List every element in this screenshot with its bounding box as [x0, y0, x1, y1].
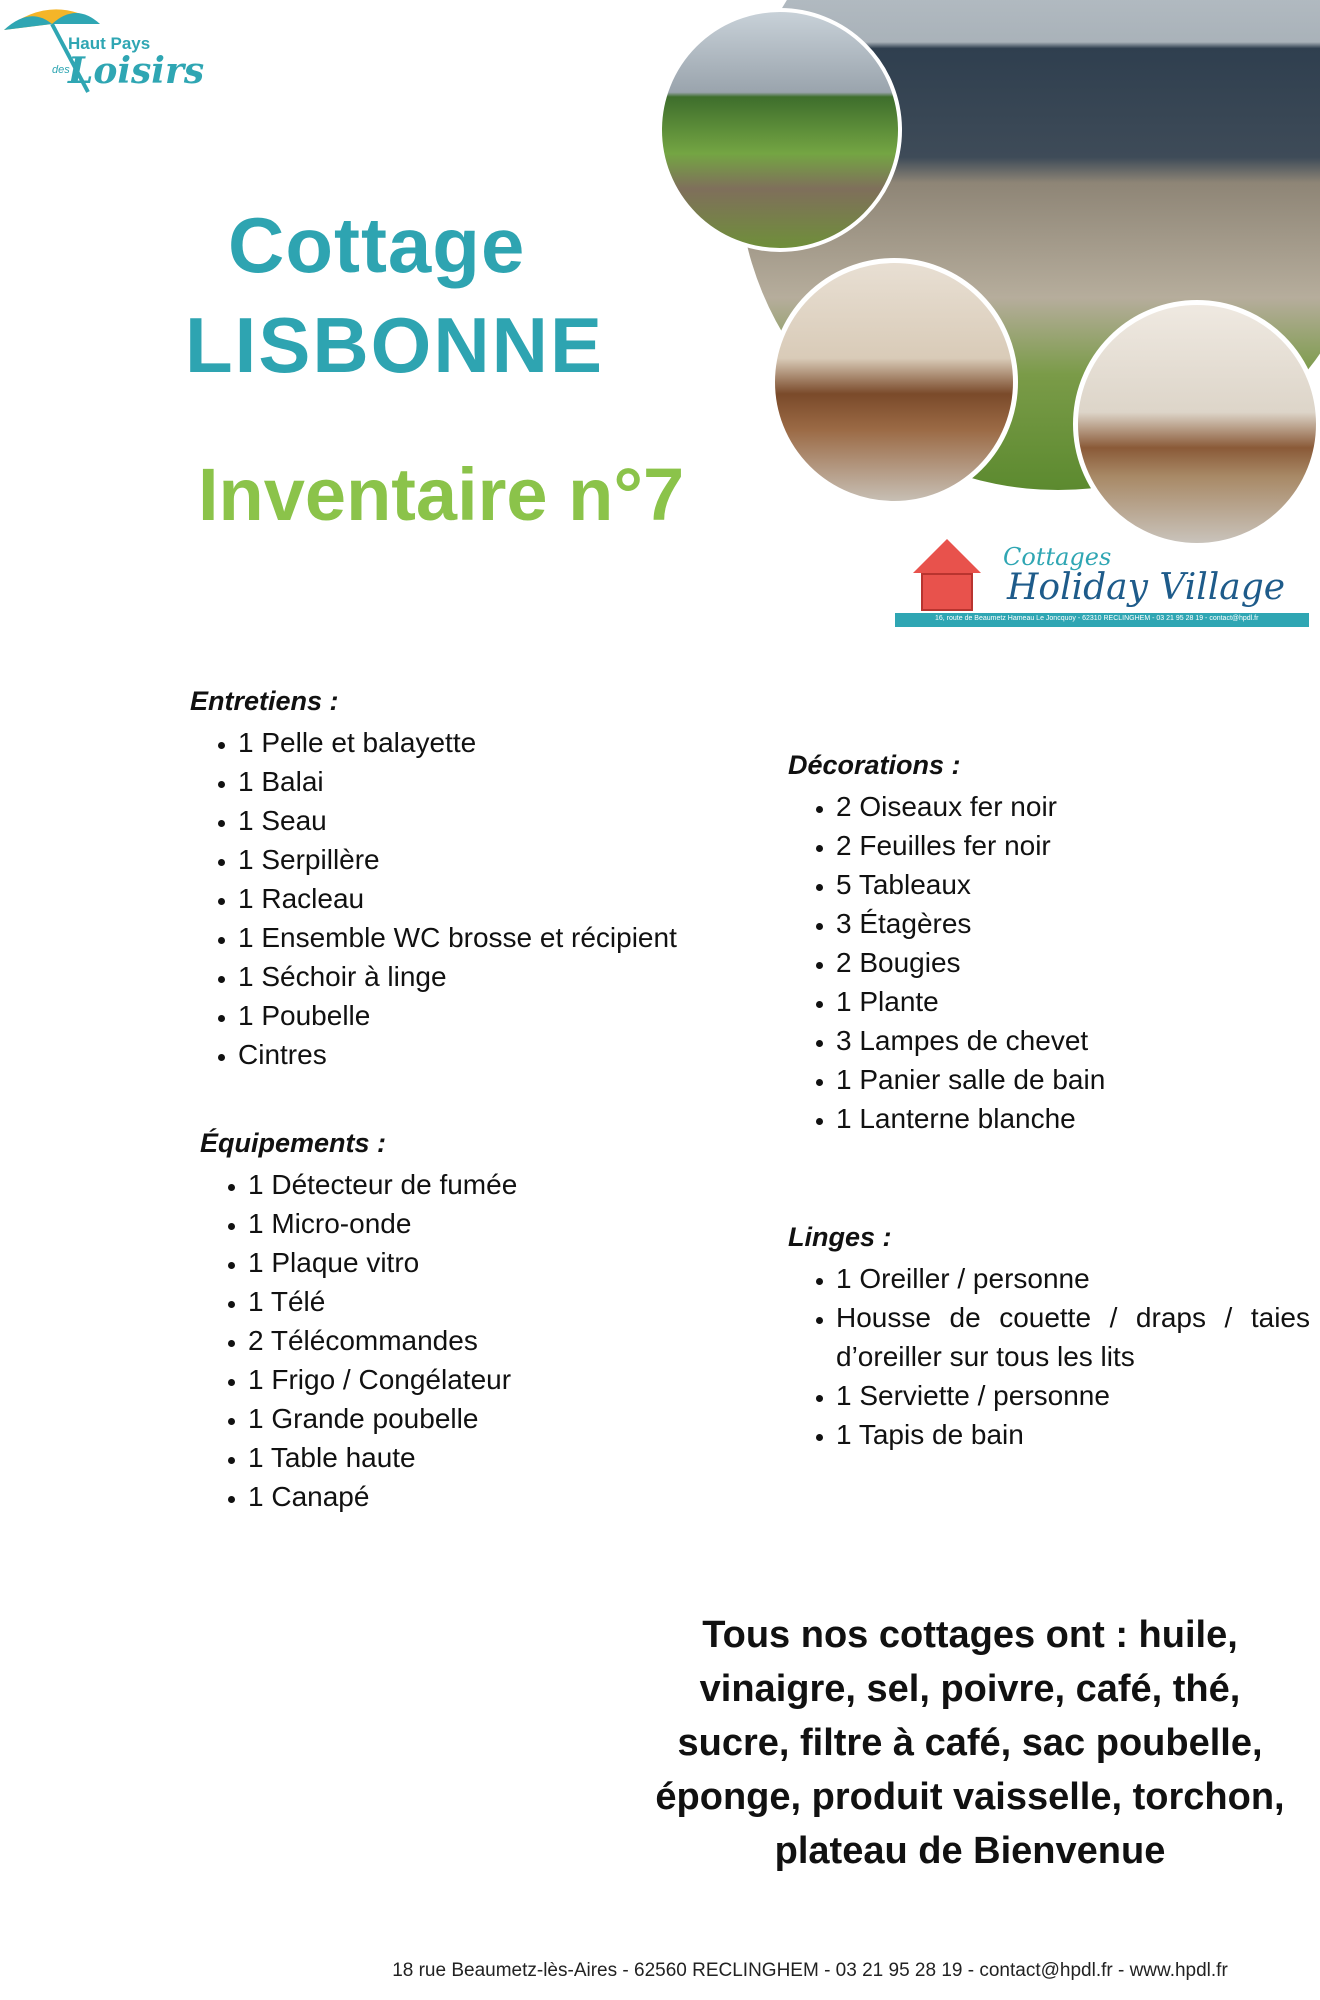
list-item: • 1 Frigo / Congélateur — [248, 1360, 760, 1399]
page-title-line1: Cottage — [228, 201, 526, 289]
holiday-logo-line2: Holiday Village — [1007, 567, 1286, 608]
linges-list — [788, 1259, 1310, 1454]
house-body-icon — [921, 573, 973, 611]
list-item: • 2 Oiseaux fer noir — [836, 787, 1318, 826]
decorations-heading: Décorations : — [788, 750, 961, 780]
list-item: • 1 Seau — [238, 801, 750, 840]
list-item: • 1 Séchoir à linge — [238, 957, 750, 996]
list-item: • 1 Canapé — [248, 1477, 760, 1516]
holiday-village-logo — [895, 535, 1315, 635]
list-item: • 2 Télécommandes — [248, 1321, 760, 1360]
equipements-list — [200, 1165, 760, 1516]
list-item: • 5 Tableaux — [836, 865, 1318, 904]
haut-pays-loisirs-logo — [0, 0, 205, 110]
page-title-line2: LISBONNE — [185, 301, 605, 389]
list-item: • 1 Racleau — [238, 879, 750, 918]
footer-contact: 18 rue Beaumetz-lès-Aires - 62560 RECLINGHEM - 03 21 95 28 19 - contact@hpdl.fr - www.hpdl.fr — [392, 1960, 1228, 1981]
list-item: • 3 Étagères — [836, 904, 1318, 943]
list-item: • 1 Micro-onde — [248, 1204, 760, 1243]
list-item: • 1 Pelle et balayette — [238, 723, 750, 762]
list-item: • 1 Oreiller / personne — [836, 1259, 1310, 1298]
equipements-section — [200, 1128, 760, 1516]
entretiens-list — [190, 723, 750, 1074]
amenities-note: Tous nos cottages ont : huile, vinaigre, sel, poivre, café, thé, sucre, filtre à café, sac poubelle, éponge, produit vaisselle, torchon, plateau de Bienvenue — [655, 1614, 1285, 1872]
cottage-terrace-photo — [658, 8, 902, 252]
list-item: • 1 Tapis de bain — [836, 1415, 1310, 1454]
list-item: • 1 Balai — [238, 762, 750, 801]
cottage-interior-photo — [770, 258, 1018, 506]
linges-section — [788, 1222, 1310, 1454]
linges-heading: Linges : — [788, 1222, 892, 1252]
entretiens-heading: Entretiens : — [190, 686, 339, 716]
inventory-title: Inventaire n°7 — [198, 453, 685, 536]
list-item: • 1 Lanterne blanche — [836, 1099, 1318, 1138]
list-item: • 1 Plaque vitro — [248, 1243, 760, 1282]
list-item: • 2 Bougies — [836, 943, 1318, 982]
list-item: • 1 Serviette / personne — [836, 1376, 1310, 1415]
logo-text-line2: des — [52, 64, 70, 76]
list-item: • 1 Plante — [836, 982, 1318, 1021]
holiday-logo-address: 16, route de Beaumetz Hameau Le Joncquoy - 62310 RECLINGHEM - 03 21 95 28 19 - contact@hpdl.fr — [935, 615, 1259, 622]
list-item: • 1 Panier salle de bain — [836, 1060, 1318, 1099]
cottage-living-photo — [1073, 300, 1320, 548]
house-icon — [913, 539, 981, 573]
holiday-logo-line1: Cottages — [1003, 543, 1112, 571]
list-item: • Cintres — [238, 1035, 750, 1074]
list-item: • 1 Détecteur de fumée — [248, 1165, 760, 1204]
list-item: • 1 Serpillère — [238, 840, 750, 879]
entretiens-section — [190, 686, 750, 1074]
list-item: • 2 Feuilles fer noir — [836, 826, 1318, 865]
list-item: • 3 Lampes de chevet — [836, 1021, 1318, 1060]
logo-text-line3: Loisirs — [68, 50, 205, 92]
list-item: • 1 Ensemble WC brosse et récipient — [238, 918, 750, 957]
list-item: • Housse de couette / draps / taies d’oreiller sur tous les lits — [836, 1298, 1310, 1376]
equipements-heading: Équipements : — [200, 1128, 387, 1158]
list-item: • 1 Grande poubelle — [248, 1399, 760, 1438]
list-item: • 1 Table haute — [248, 1438, 760, 1477]
decorations-section — [788, 750, 1318, 1138]
list-item: • 1 Télé — [248, 1282, 760, 1321]
list-item: • 1 Poubelle — [238, 996, 750, 1035]
logo-text-line1: Haut Pays — [68, 34, 151, 53]
decorations-list — [788, 787, 1318, 1138]
